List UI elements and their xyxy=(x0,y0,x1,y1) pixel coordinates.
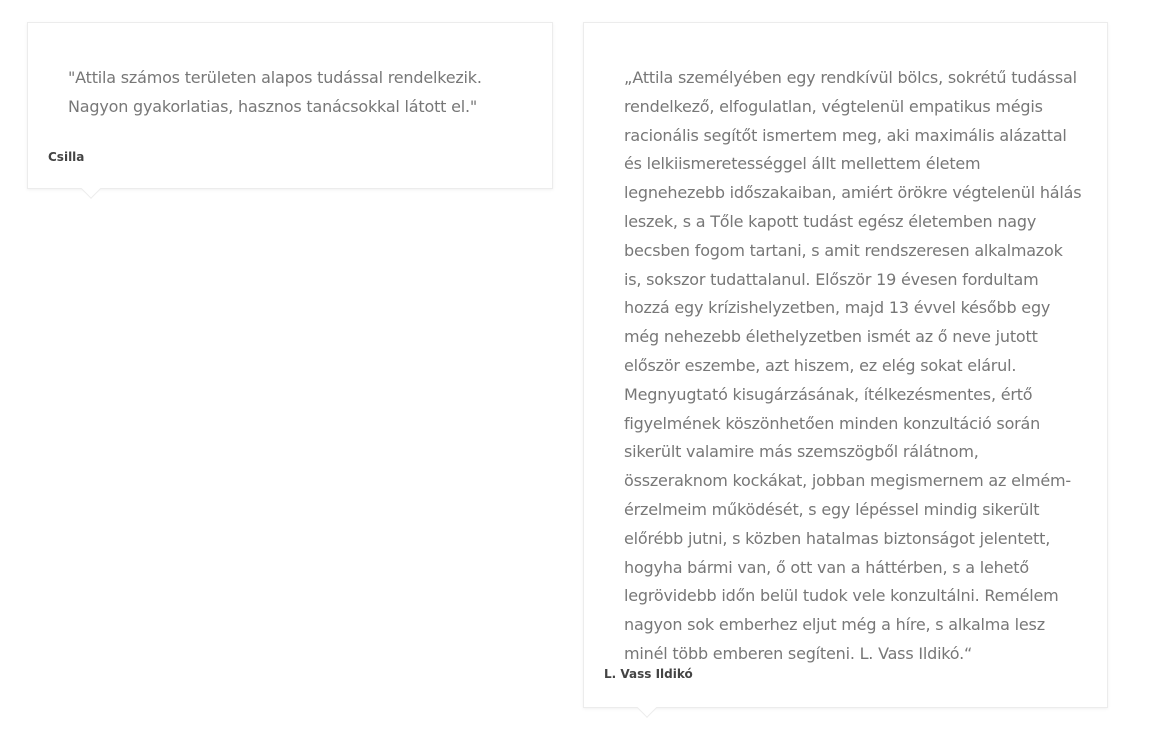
testimonial-card-vass-ildiko xyxy=(583,22,1108,708)
testimonial-author: Csilla xyxy=(48,150,85,164)
testimonial-quote: "Attila számos területen alapos tudással rendelkezik. Nagyon gyakorlatias, hasznos tanácsokkal látott el." xyxy=(68,68,482,116)
speech-bubble-tail xyxy=(637,698,657,718)
testimonial-card-csilla xyxy=(27,22,553,189)
testimonial-author: L. Vass Ildikó xyxy=(604,667,693,681)
testimonial-quote: „Attila személyében egy rendkívül bölcs, sokrétű tudással rendelkező, elfogulatlan, végtelenül empatikus mégis racionális segítőt ismertem meg, aki maximális alázattal és lelkiismeretességgel állt mellettem életem legnehezebb időszakaiban, amiért örökre végtelenül hálás leszek, s a Tőle kapott tudást egész életemben nagy becsben fogom tartani, s amit rendszeresen alkalmazok is, sokszor tudattalanul. Először 19 évesen fordultam hozzá egy krízishelyzetben, majd 13 évvel később egy még nehezebb élethelyzetben ismét az ő neve jutott először eszembe, azt hiszem, ez elég sokat elárul. Megnyugtató kisugárzásának, ítélkezésmentes, értő figyelmének köszönhetően minden konzultáció során sikerült valamire más szemszögből rálátnom, összeraknom kockákat, jobban megismernem az elmém-érzelmeim működését, s egy lépéssel mindig sikerült előrébb jutni, s közben hatalmas biztonságot jelentett, hogyha bármi van, ő ott van a háttérben, s a lehető legrövidebb időn belül tudok vele konzultálni. Remélem nagyon sok emberhez eljut még a híre, s alkalma lesz minél több emberen segíteni. L. Vass Ildikó.“ xyxy=(624,68,1082,663)
speech-bubble-tail xyxy=(81,179,101,199)
